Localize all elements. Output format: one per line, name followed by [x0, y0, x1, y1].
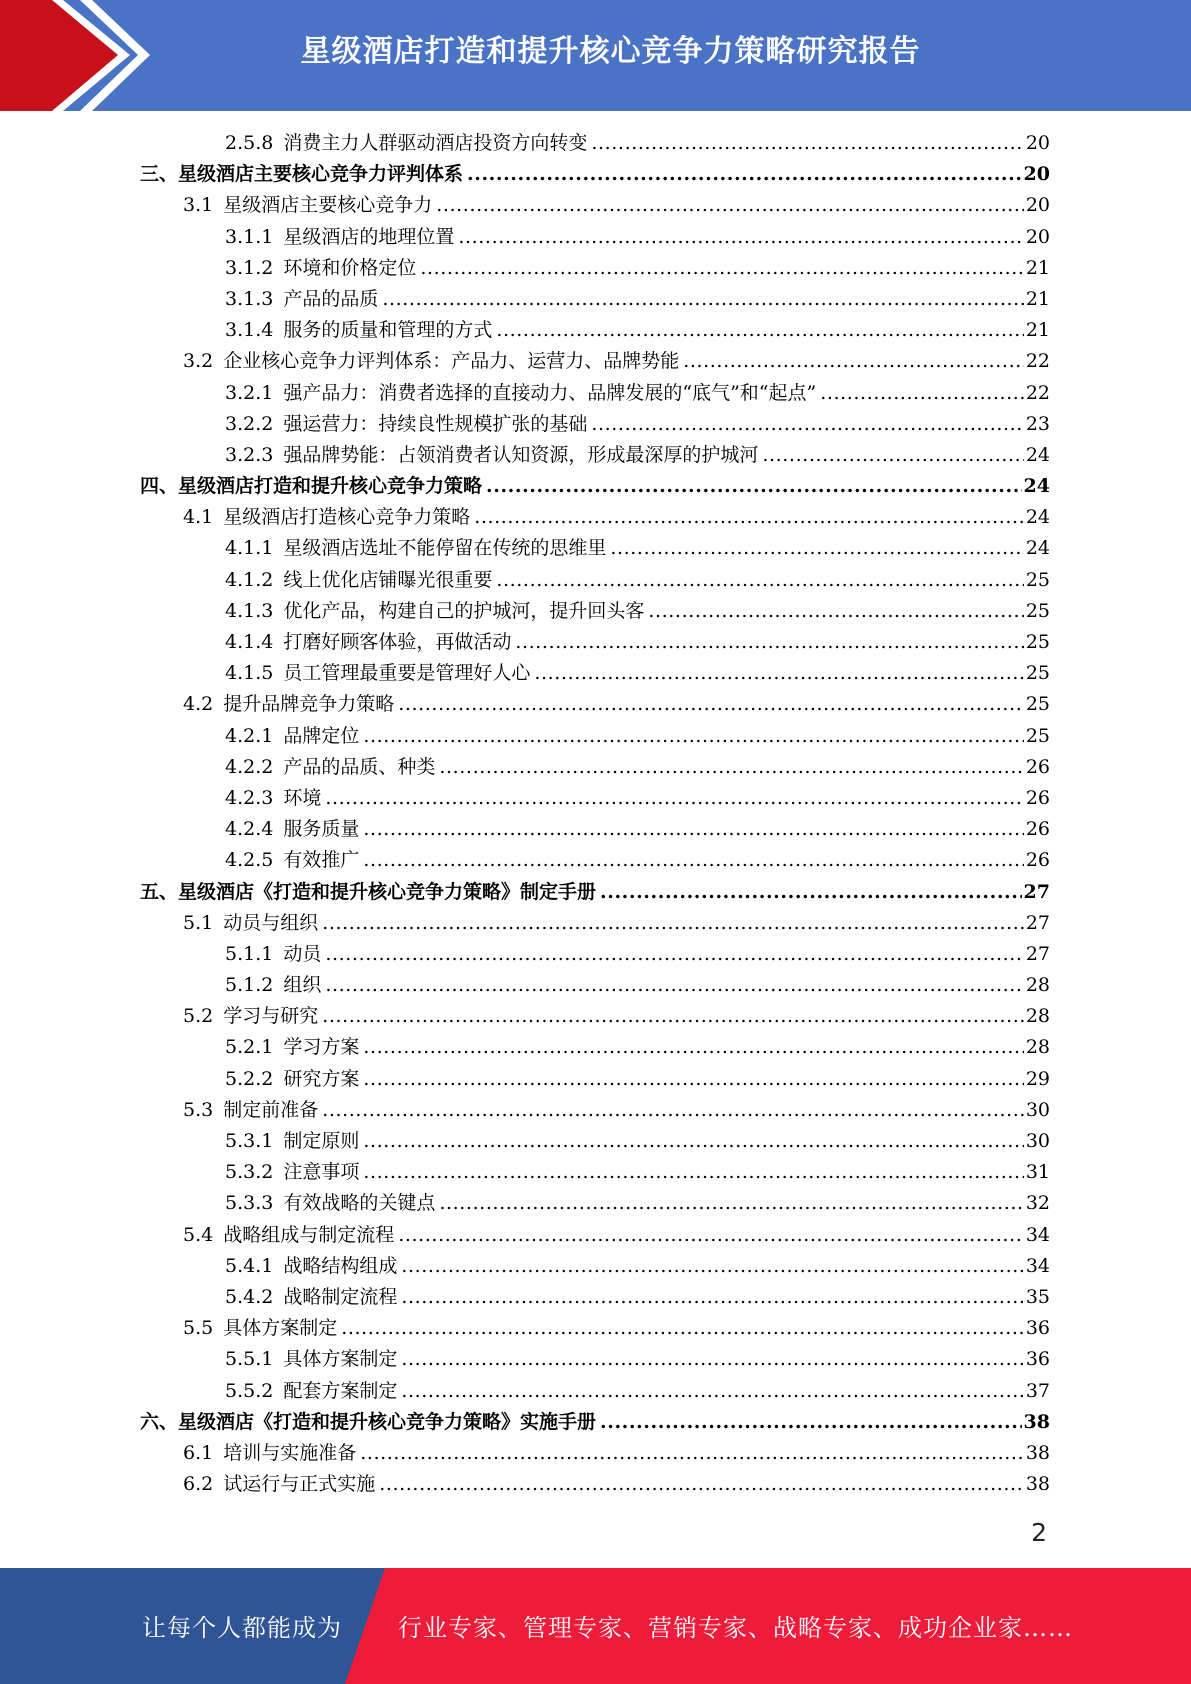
toc-entry[interactable] — [140, 1188, 1050, 1219]
toc-entry-page: 35 — [1025, 1285, 1050, 1308]
footer-banner — [0, 1568, 1191, 1684]
toc-dot-leader — [398, 1224, 1024, 1246]
toc-dot-leader — [439, 756, 1023, 778]
toc-entry-number: 5.1 — [183, 911, 214, 934]
toc-dot-leader — [382, 288, 1023, 310]
toc-entry-number: 5.2 — [183, 1005, 214, 1028]
toc-entry-page: 20 — [1025, 132, 1050, 154]
toc-entry-number: 4.1 — [183, 506, 214, 529]
toc-entry-number: 5.4.1 — [225, 1254, 274, 1277]
toc-dot-leader — [458, 226, 1023, 248]
toc-entry-title: 消费主力人群驱动酒店投资方向转变 — [283, 132, 588, 154]
toc-entry-page: 38 — [1023, 1410, 1050, 1433]
toc-entry[interactable] — [140, 471, 1050, 502]
toc-entry-title: 环境 — [283, 786, 322, 809]
toc-dot-leader — [401, 1380, 1023, 1402]
toc-dot-leader — [591, 413, 1023, 435]
toc-entry-number: 5.2.1 — [225, 1036, 274, 1059]
toc-entry-page: 31 — [1025, 1161, 1050, 1184]
toc-entry[interactable] — [140, 533, 1050, 564]
toc-entry[interactable] — [140, 845, 1050, 876]
toc-entry-title: 制定原则 — [283, 1130, 360, 1152]
toc-entry-number: 6.2 — [183, 1473, 214, 1496]
toc-dot-leader — [325, 787, 1023, 809]
toc-dot-leader — [325, 974, 1023, 996]
toc-entry-number: 4.2.5 — [225, 849, 274, 872]
toc-dot-leader — [363, 725, 1023, 747]
toc-entry-title: 三、星级酒店主要核心竞争力评判体系 — [140, 163, 464, 186]
toc-entry-title: 制定前准备 — [223, 1098, 319, 1121]
header-banner — [0, 0, 1191, 111]
toc-dot-leader — [322, 912, 1024, 934]
toc-dot-leader — [610, 537, 1023, 559]
toc-entry[interactable] — [140, 1469, 1050, 1500]
toc-entry-title: 培训与实施准备 — [223, 1441, 357, 1464]
toc-dot-leader — [401, 1255, 1023, 1277]
toc-entry[interactable] — [140, 346, 1050, 377]
toc-entry-page: 26 — [1025, 849, 1050, 872]
toc-dot-leader — [515, 631, 1023, 653]
toc-dot-leader — [363, 818, 1023, 840]
toc-entry-number: 5.3.2 — [225, 1161, 274, 1184]
toc-entry[interactable] — [140, 877, 1050, 908]
toc-dot-leader — [496, 319, 1023, 341]
toc-entry[interactable] — [140, 159, 1050, 190]
toc-entry-page: 36 — [1025, 1317, 1050, 1340]
toc-entry-page: 27 — [1023, 880, 1050, 903]
toc-entry-number: 4.2.3 — [225, 786, 274, 809]
toc-entry-number: 4.2.1 — [225, 724, 274, 747]
toc-entry[interactable] — [140, 689, 1050, 720]
toc-entry-page: 26 — [1025, 818, 1050, 841]
toc-dot-leader — [363, 1161, 1023, 1183]
toc-entry-title: 打磨好顾客体验，再做活动 — [283, 631, 512, 653]
toc-entry-page: 23 — [1025, 412, 1050, 435]
toc-entry-title: 星级酒店打造核心竞争力策略 — [223, 506, 471, 529]
toc-entry-title: 学习方案 — [283, 1036, 360, 1059]
toc-entry-page: 37 — [1025, 1379, 1050, 1402]
toc-entry[interactable] — [140, 658, 1050, 689]
toc-dot-leader — [379, 1473, 1024, 1495]
toc-entry-page: 24 — [1025, 443, 1050, 466]
toc-entry[interactable] — [140, 721, 1050, 752]
toc-entry-title: 星级酒店的地理位置 — [283, 225, 455, 248]
toc-entry-number: 5.3.1 — [225, 1130, 274, 1152]
toc-entry-number: 3.2 — [183, 350, 214, 373]
toc-entry-page: 25 — [1025, 693, 1050, 716]
toc-entry-page: 28 — [1025, 974, 1050, 997]
toc-entry[interactable] — [140, 1282, 1050, 1313]
toc-entry-title: 有效战略的关键点 — [283, 1192, 436, 1215]
toc-entry-title: 有效推广 — [283, 849, 360, 872]
toc-entry-page: 25 — [1025, 568, 1050, 591]
toc-entry[interactable] — [140, 378, 1050, 409]
toc-entry[interactable] — [140, 752, 1050, 783]
toc-entry-number: 3.1.3 — [225, 287, 274, 310]
toc-entry-title: 员工管理最重要是管理好人心 — [283, 662, 531, 685]
toc-dot-leader — [820, 382, 1024, 404]
toc-entry-title: 组织 — [283, 974, 322, 997]
toc-entry[interactable] — [140, 253, 1050, 284]
toc-dot-leader — [398, 693, 1024, 715]
toc-entry-page: 25 — [1025, 599, 1050, 622]
toc-entry-number: 5.3 — [183, 1098, 214, 1121]
toc-entry-title: 动员与组织 — [223, 911, 319, 934]
toc-entry-title: 具体方案制定 — [223, 1317, 338, 1340]
toc-entry-title: 品牌定位 — [283, 724, 360, 747]
toc-dot-leader — [439, 1192, 1023, 1214]
toc-entry-title: 服务质量 — [283, 818, 360, 841]
toc-entry-page: 24 — [1023, 475, 1050, 498]
toc-entry-number: 5.3.3 — [225, 1192, 274, 1215]
toc-entry-number: 5.4.2 — [225, 1285, 274, 1308]
toc-entry-title: 试运行与正式实施 — [223, 1473, 376, 1496]
toc-entry-number: 3.1.1 — [225, 225, 274, 248]
toc-entry-title: 强产品力：消费者选择的直接动力、品牌发展的“底气”和“起点” — [283, 381, 817, 404]
toc-entry-number: 4.2.2 — [225, 755, 274, 778]
toc-dot-leader — [322, 1099, 1024, 1121]
toc-entry[interactable] — [140, 284, 1050, 315]
toc-entry-number: 4.1.1 — [225, 537, 274, 560]
toc-entry[interactable] — [140, 409, 1050, 440]
toc-dot-leader — [360, 1442, 1024, 1464]
toc-entry-title: 五、星级酒店《打造和提升核心竞争力策略》制定手册 — [140, 880, 597, 903]
toc-entry-title: 企业核心竞争力评判体系：产品力、运营力、品牌势能 — [223, 350, 680, 373]
toc-dot-leader — [325, 943, 1023, 965]
toc-dot-leader — [683, 350, 1024, 372]
toc-entry-number: 3.2.2 — [225, 412, 274, 435]
toc-entry-number: 5.4 — [183, 1223, 214, 1246]
toc-entry[interactable] — [140, 440, 1050, 471]
toc-entry-title: 注意事项 — [283, 1161, 360, 1184]
toc-dot-leader — [486, 475, 1022, 497]
toc-entry-number: 3.1.2 — [225, 256, 274, 279]
toc-dot-leader — [467, 163, 1022, 185]
toc-entry[interactable] — [140, 970, 1050, 1001]
document-title: 星级酒店打造和提升核心竞争力策略研究报告 — [300, 34, 921, 69]
toc-entry-page: 36 — [1025, 1348, 1050, 1371]
toc-entry[interactable] — [140, 1220, 1050, 1251]
toc-entry-page: 28 — [1025, 1036, 1050, 1059]
toc-dot-leader — [474, 506, 1024, 528]
toc-entry-number: 4.2.4 — [225, 818, 274, 841]
toc-entry-page: 25 — [1025, 631, 1050, 653]
toc-entry-number: 3.1 — [183, 194, 214, 217]
table-of-contents — [140, 128, 1050, 1500]
toc-entry-title: 强运营力：持续良性规模扩张的基础 — [283, 412, 588, 435]
toc-entry-page: 24 — [1025, 537, 1050, 560]
toc-entry-title: 优化产品，构建自己的护城河，提升回头客 — [283, 599, 645, 622]
toc-entry-number: 5.5.2 — [225, 1379, 274, 1402]
toc-entry-page: 25 — [1025, 662, 1050, 685]
toc-entry[interactable] — [140, 1376, 1050, 1407]
page-number: 2 — [1031, 1518, 1047, 1547]
toc-entry[interactable] — [140, 1064, 1050, 1095]
toc-dot-leader — [322, 1005, 1024, 1027]
toc-dot-leader — [591, 132, 1023, 154]
toc-entry[interactable] — [140, 128, 1050, 159]
toc-entry[interactable] — [140, 1126, 1050, 1157]
toc-entry-page: 20 — [1025, 194, 1050, 217]
toc-entry-page: 34 — [1025, 1254, 1050, 1277]
toc-entry-page: 22 — [1025, 350, 1050, 373]
toc-entry-number: 4.1.4 — [225, 631, 274, 653]
toc-entry-page: 34 — [1025, 1223, 1050, 1246]
toc-entry-title: 战略组成与制定流程 — [223, 1223, 395, 1246]
toc-entry-title: 学习与研究 — [223, 1005, 319, 1028]
toc-entry[interactable] — [140, 1157, 1050, 1188]
toc-entry-page: 28 — [1025, 1005, 1050, 1028]
toc-entry[interactable] — [140, 814, 1050, 845]
toc-dot-leader — [534, 662, 1023, 684]
toc-entry-title: 配套方案制定 — [283, 1379, 398, 1402]
toc-dot-leader — [762, 444, 1023, 466]
toc-entry-page: 38 — [1025, 1441, 1050, 1464]
toc-entry-page: 21 — [1025, 319, 1050, 342]
toc-dot-leader — [401, 1348, 1023, 1370]
toc-entry-page: 26 — [1025, 755, 1050, 778]
toc-entry-title: 星级酒店主要核心竞争力 — [223, 194, 433, 217]
toc-entry-title: 线上优化店铺曝光很重要 — [283, 568, 493, 591]
toc-entry[interactable] — [140, 1407, 1050, 1438]
toc-entry[interactable] — [140, 1001, 1050, 1032]
toc-entry-title: 战略结构组成 — [283, 1254, 398, 1277]
toc-entry-page: 27 — [1025, 911, 1050, 934]
toc-entry-number: 2.5.8 — [225, 132, 274, 154]
toc-entry-number: 3.2.1 — [225, 381, 274, 404]
toc-entry-page: 29 — [1025, 1067, 1050, 1090]
toc-entry-number: 4.2 — [183, 693, 214, 716]
toc-entry-title: 服务的质量和管理的方式 — [283, 319, 493, 342]
toc-entry-page: 38 — [1025, 1473, 1050, 1496]
toc-entry-number: 3.1.4 — [225, 319, 274, 342]
footer-slogan-left: 让每个人都能成为 — [142, 1614, 342, 1642]
toc-entry-title: 战略制定流程 — [283, 1285, 398, 1308]
toc-entry-number: 5.2.2 — [225, 1067, 274, 1090]
toc-entry-page: 22 — [1025, 381, 1050, 404]
toc-entry-title: 四、星级酒店打造和提升核心竞争力策略 — [140, 475, 483, 498]
toc-entry-number: 4.1.5 — [225, 662, 274, 685]
toc-entry-page: 21 — [1025, 256, 1050, 279]
toc-entry[interactable] — [140, 1344, 1050, 1375]
toc-entry-title: 研究方案 — [283, 1067, 360, 1090]
toc-entry-page: 20 — [1023, 163, 1050, 186]
toc-entry-number: 5.1.2 — [225, 974, 274, 997]
toc-entry-title: 产品的品质 — [283, 287, 379, 310]
toc-entry-page: 32 — [1025, 1192, 1050, 1215]
toc-entry-title: 具体方案制定 — [283, 1348, 398, 1371]
toc-entry[interactable] — [140, 783, 1050, 814]
toc-entry-page: 20 — [1025, 225, 1050, 248]
toc-entry[interactable] — [140, 596, 1050, 627]
toc-entry-number: 3.2.3 — [225, 443, 274, 466]
toc-entry-page: 21 — [1025, 287, 1050, 310]
toc-entry-number: 6.1 — [183, 1441, 214, 1464]
toc-entry-title: 动员 — [283, 942, 322, 965]
toc-entry-page: 24 — [1025, 506, 1050, 529]
toc-entry[interactable] — [140, 315, 1050, 346]
toc-entry-number: 5.5 — [183, 1317, 214, 1340]
toc-entry[interactable] — [140, 190, 1050, 221]
toc-entry-page: 27 — [1025, 942, 1050, 965]
toc-entry-title: 环境和价格定位 — [283, 256, 417, 279]
toc-entry[interactable] — [140, 1095, 1050, 1126]
toc-dot-leader — [600, 881, 1022, 903]
toc-entry[interactable] — [140, 565, 1050, 596]
toc-entry-title: 提升品牌竞争力策略 — [223, 693, 395, 716]
toc-entry-number: 4.1.2 — [225, 568, 274, 591]
toc-entry[interactable] — [140, 627, 1050, 658]
toc-dot-leader — [420, 257, 1023, 279]
toc-dot-leader — [363, 1130, 1023, 1152]
toc-entry-title: 星级酒店选址不能停留在传统的思维里 — [283, 537, 607, 560]
toc-dot-leader — [341, 1317, 1024, 1339]
toc-entry[interactable] — [140, 908, 1050, 939]
toc-entry-title: 强品牌势能：占领消费者认知资源，形成最深厚的护城河 — [283, 443, 759, 466]
footer-slogan-right: 行业专家、管理专家、营销专家、战略专家、成功企业家…… — [398, 1614, 1073, 1642]
toc-dot-leader — [436, 194, 1024, 216]
toc-entry[interactable] — [140, 1313, 1050, 1344]
toc-dot-leader — [496, 569, 1023, 591]
toc-dot-leader — [363, 1036, 1023, 1058]
toc-entry[interactable] — [140, 222, 1050, 253]
toc-dot-leader — [363, 1068, 1023, 1090]
toc-entry[interactable] — [140, 939, 1050, 970]
toc-entry[interactable] — [140, 1438, 1050, 1469]
toc-dot-leader — [600, 1411, 1022, 1433]
toc-entry-page: 30 — [1025, 1098, 1050, 1121]
toc-entry-title: 产品的品质、种类 — [283, 755, 436, 778]
toc-dot-leader — [363, 849, 1023, 871]
toc-entry-page: 25 — [1025, 724, 1050, 747]
toc-entry-title: 六、星级酒店《打造和提升核心竞争力策略》实施手册 — [140, 1410, 597, 1433]
toc-dot-leader — [401, 1286, 1023, 1308]
toc-entry-number: 5.5.1 — [225, 1348, 274, 1371]
toc-entry[interactable] — [140, 1251, 1050, 1282]
toc-entry[interactable] — [140, 502, 1050, 533]
toc-entry[interactable] — [140, 1032, 1050, 1063]
toc-entry-number: 5.1.1 — [225, 942, 274, 965]
toc-entry-page: 30 — [1025, 1130, 1050, 1152]
toc-entry-page: 26 — [1025, 786, 1050, 809]
toc-dot-leader — [648, 600, 1023, 622]
toc-entry-number: 4.1.3 — [225, 599, 274, 622]
